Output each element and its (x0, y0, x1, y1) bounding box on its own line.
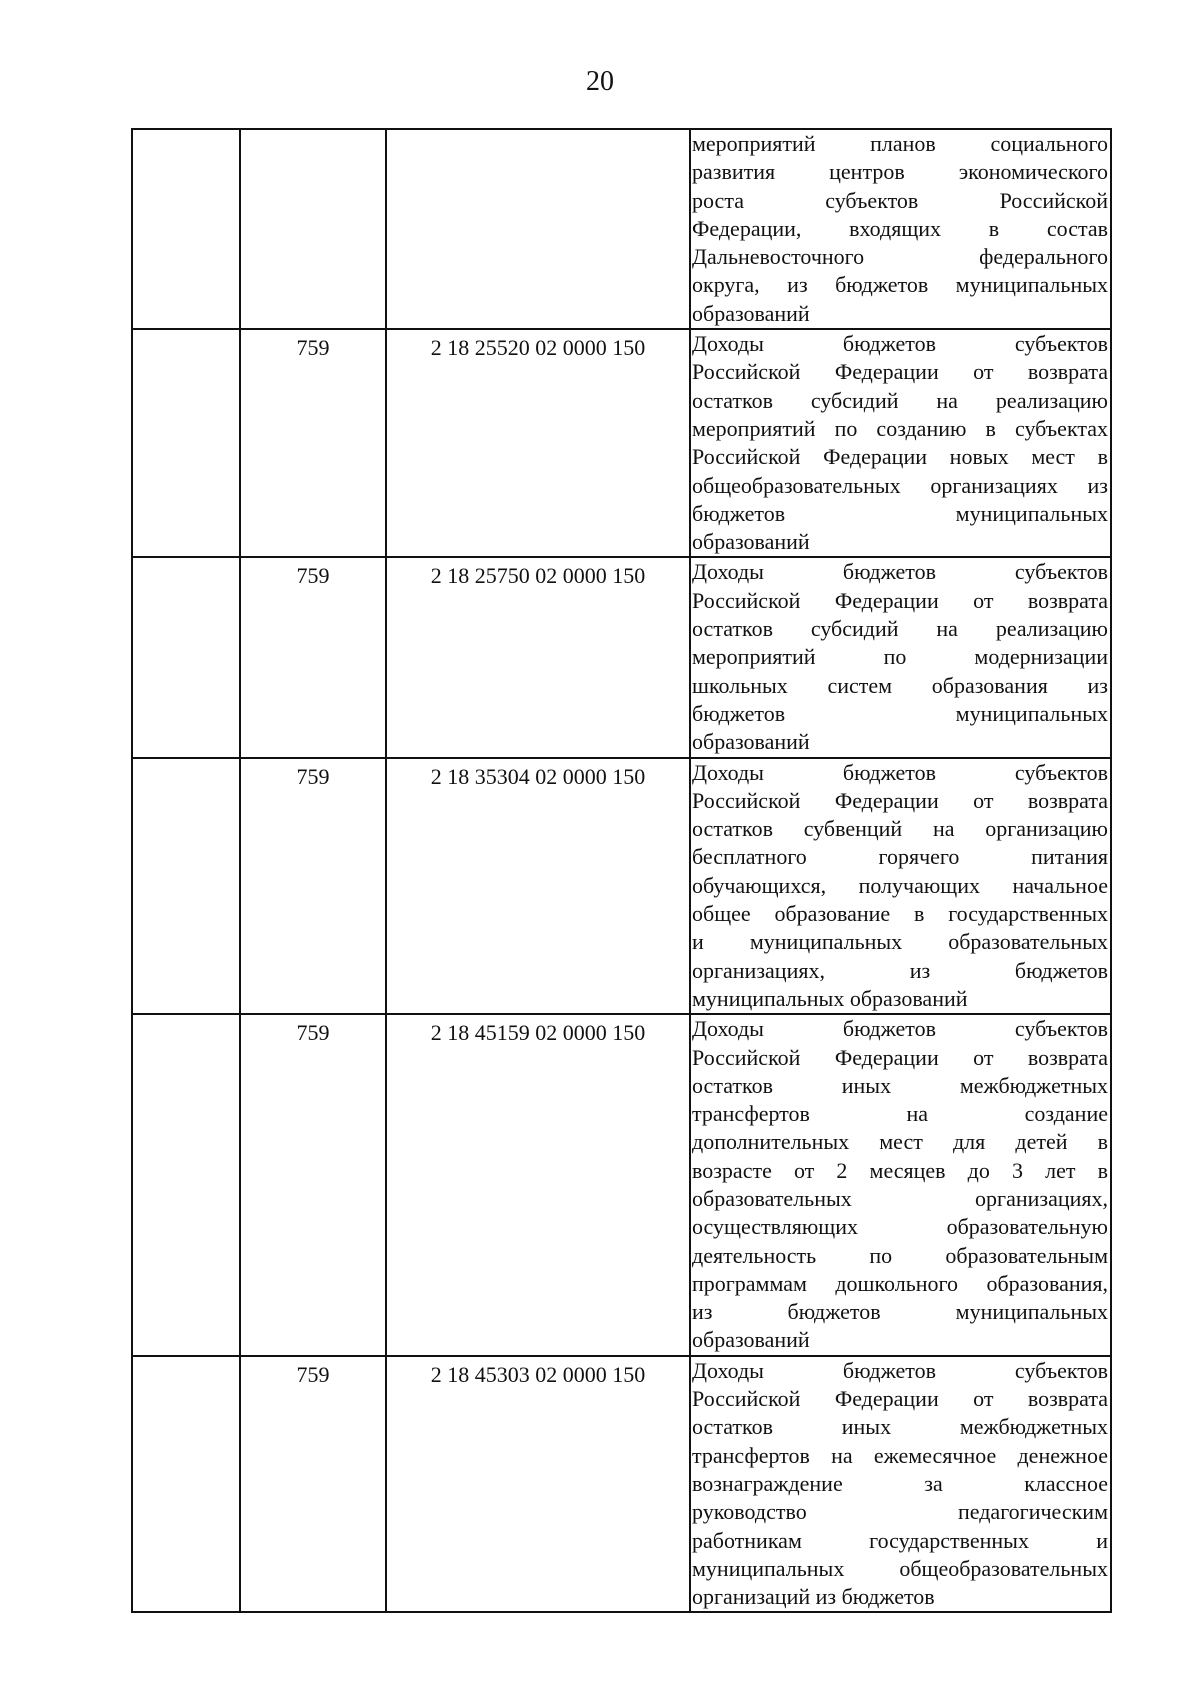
table-row (132, 1356, 1111, 1613)
description-line: работникам государственных и (692, 1527, 1108, 1553)
description-cell (690, 129, 1111, 329)
table-row (132, 129, 1111, 329)
description-line: вознаграждение за классное (692, 1470, 1108, 1496)
description-line: организаций из бюджетов (692, 1584, 935, 1610)
description-line: Доходы бюджетов субъектов (692, 559, 1108, 585)
description-line: руководство педагогическим (692, 1499, 1108, 1525)
description-line: образований (692, 1327, 810, 1353)
description-cell (690, 1014, 1111, 1356)
description-line: образований (692, 729, 810, 755)
description-line: возрасте от 2 месяцев до 3 лет в (692, 1157, 1108, 1183)
empty-cell (132, 1356, 240, 1613)
description-line: Доходы бюджетов субъектов (692, 331, 1108, 357)
description-line: Российской Федерации от возврата (692, 359, 1108, 385)
description-line: образований (692, 529, 810, 555)
budget-code-cell: 2 18 25750 02 0000 150 (386, 557, 690, 757)
empty-cell (132, 329, 240, 557)
description-line: Российской Федерации от возврата (692, 1386, 1108, 1412)
description-line: дополнительных мест для детей в (692, 1129, 1108, 1155)
budget-code-cell (386, 129, 690, 329)
description-line: образовательных организациях, (692, 1185, 1108, 1211)
description-line: Доходы бюджетов субъектов (692, 1357, 1108, 1383)
budget-code-cell: 2 18 35304 02 0000 150 (386, 758, 690, 1015)
description-line: из бюджетов муниципальных (692, 1299, 1108, 1325)
description-line: роста субъектов Российской (692, 187, 1108, 213)
budget-codes-table (131, 128, 1112, 1613)
description-line: образований (692, 300, 810, 326)
description-line: мероприятий по созданию в субъектах (692, 415, 1108, 441)
description-line: развития центров экономического (692, 159, 1108, 185)
description-line: общее образование в государственных (692, 901, 1108, 927)
admin-code-cell: 759 (240, 1014, 386, 1356)
description-line: обучающихся, получающих начальное (692, 872, 1108, 898)
description-line: Доходы бюджетов субъектов (692, 1016, 1108, 1042)
description-cell (690, 758, 1111, 1015)
description-line: остатков субсидий на реализацию (692, 387, 1108, 413)
description-line: остатков иных межбюджетных (692, 1072, 1108, 1098)
table-row (132, 758, 1111, 1015)
description-line: мероприятий по модернизации (692, 644, 1108, 670)
description-line: Российской Федерации новых мест в (692, 444, 1108, 470)
table-row (132, 329, 1111, 557)
table-row (132, 1014, 1111, 1356)
budget-code-cell: 2 18 45159 02 0000 150 (386, 1014, 690, 1356)
description-cell (690, 329, 1111, 557)
description-line: остатков субсидий на реализацию (692, 616, 1108, 642)
description-line: школьных систем образования из (692, 672, 1108, 698)
admin-code-cell: 759 (240, 329, 386, 557)
description-line: программам дошкольного образования, (692, 1270, 1108, 1296)
description-line: трансфертов на ежемесячное денежное (692, 1442, 1108, 1468)
description-line: остатков субвенций на организацию (692, 816, 1108, 842)
description-line: Федерации, входящих в состав (692, 215, 1108, 241)
description-line: мероприятий планов социального (692, 131, 1108, 156)
description-line: муниципальных общеобразовательных (692, 1555, 1108, 1581)
description-line: бюджетов муниципальных (692, 700, 1108, 726)
table-row (132, 557, 1111, 757)
description-line: Российской Федерации от возврата (692, 787, 1108, 813)
description-line: и муниципальных образовательных (692, 929, 1108, 955)
description-line: бесплатного горячего питания (692, 844, 1108, 870)
empty-cell (132, 1014, 240, 1356)
description-line: осуществляющих образовательную (692, 1214, 1108, 1240)
budget-code-cell: 2 18 25520 02 0000 150 (386, 329, 690, 557)
description-line: муниципальных образований (692, 985, 968, 1011)
description-cell (690, 557, 1111, 757)
description-line: общеобразовательных организациях из (692, 472, 1108, 498)
admin-code-cell: 759 (240, 1356, 386, 1613)
description-line: трансфертов на создание (692, 1101, 1108, 1127)
empty-cell (132, 557, 240, 757)
empty-cell (132, 758, 240, 1015)
description-line: организациях, из бюджетов (692, 957, 1108, 983)
description-cell (690, 1356, 1111, 1613)
description-line: бюджетов муниципальных (692, 500, 1108, 526)
description-line: остатков иных межбюджетных (692, 1414, 1108, 1440)
description-line: Российской Федерации от возврата (692, 1044, 1108, 1070)
empty-cell (132, 129, 240, 329)
table-body (132, 129, 1111, 1612)
admin-code-cell (240, 129, 386, 329)
admin-code-cell: 759 (240, 758, 386, 1015)
description-line: Доходы бюджетов субъектов (692, 759, 1108, 785)
budget-code-cell: 2 18 45303 02 0000 150 (386, 1356, 690, 1613)
description-line: Дальневосточного федерального (692, 244, 1108, 270)
description-line: округа, из бюджетов муниципальных (692, 272, 1108, 298)
description-line: деятельность по образовательным (692, 1242, 1108, 1268)
admin-code-cell: 759 (240, 557, 386, 757)
description-line: Российской Федерации от возврата (692, 587, 1108, 613)
page-number: 20 (586, 66, 614, 97)
